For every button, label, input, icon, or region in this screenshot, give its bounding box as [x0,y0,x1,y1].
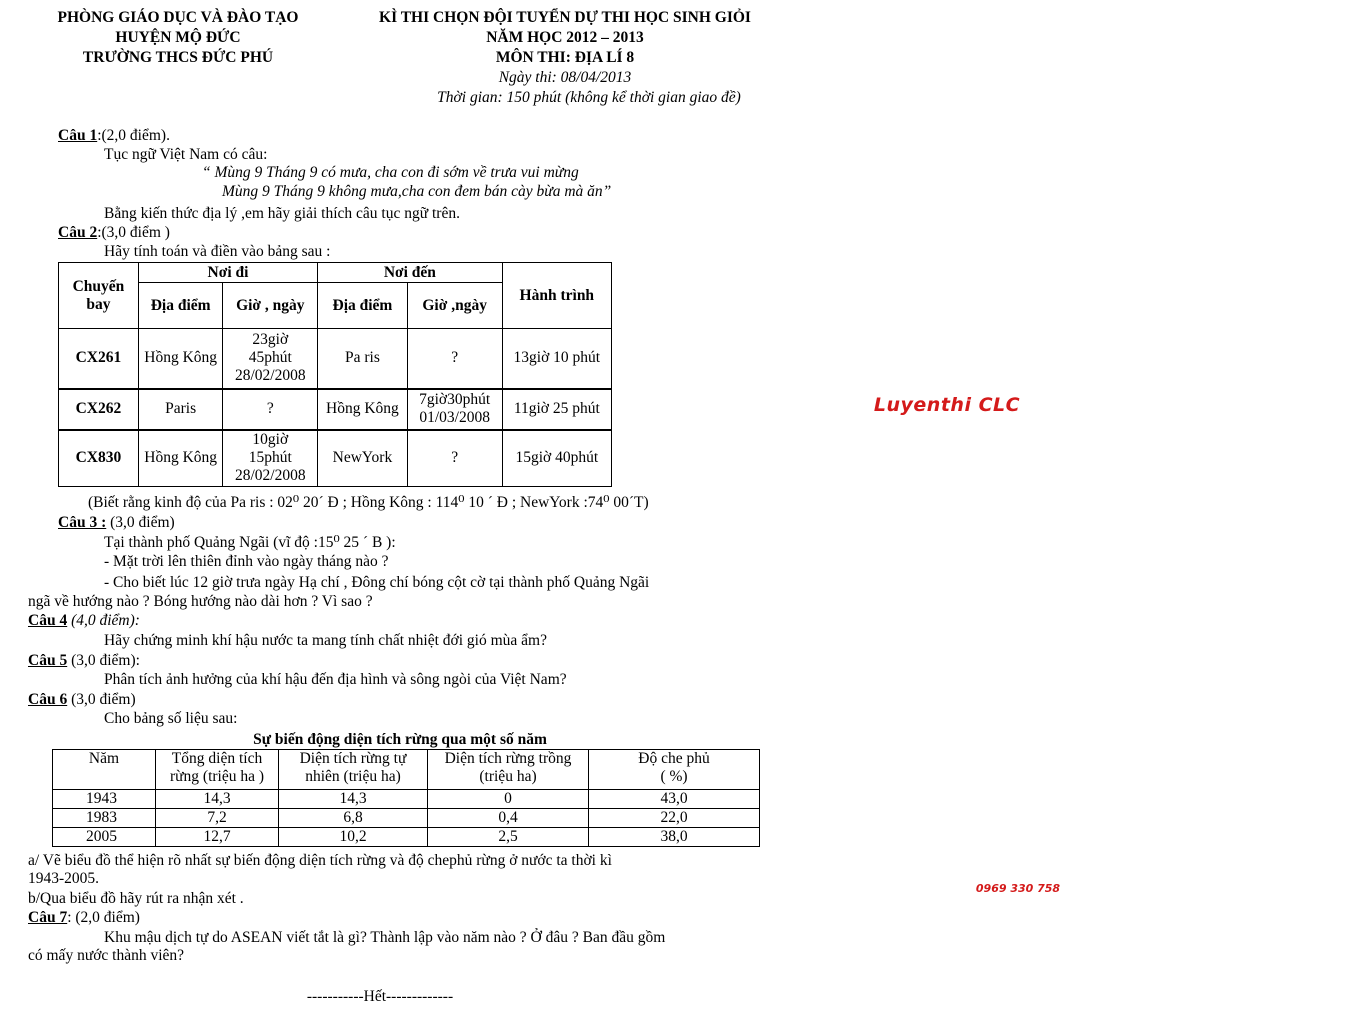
exam-title: KÌ THI CHỌN ĐỘI TUYỂN DỰ THI HỌC SINH GIỎI [379,9,751,26]
logo-name: Luyenthi CLC [873,394,1021,416]
q7-label: Câu 7 [28,909,68,926]
forest-table-title: Sự biến động diện tích rừng qua một số năm [253,731,547,748]
q7-points: : (2,0 điểm) [67,909,140,926]
route-time: 15giờ 40phút [502,430,611,487]
arrive-place: Pa ris [318,329,408,389]
department-line-2: HUYỆN MỘ ĐỨC [115,29,241,46]
department-line-3: TRƯỜNG THCS ĐỨC PHÚ [82,49,274,66]
q4-heading [28,612,140,631]
exam-duration: Thời gian: 150 phút (không kể thời gian giao đề) [437,89,741,106]
forest-table [52,749,760,847]
q6-intro: Cho bảng số liệu sau: [104,710,238,727]
q3-item-1: - Mặt trời lên thiên đỉnh vào ngày tháng nào ? [104,553,389,570]
department-header [28,8,328,68]
subject: MÔN THI: ĐỊA LÍ 8 [495,49,635,66]
table-row [59,329,612,389]
longitude-note: (Biết rằng kinh độ của Pa ris : 02⁰ 20ˊ Đ ; Hồng Kông : 114⁰ 10 ˊ Đ ; NewYork :74⁰ 00ˊT) [88,494,649,511]
q2-points: :(3,0 điểm ) [97,224,170,241]
q2-label: Câu 2 [58,224,98,241]
depart-time: 23giờ 45phút 28/02/2008 [223,329,318,389]
depart-place: Paris [138,389,223,430]
arrive-place: Hồng Kông [318,389,408,430]
q6-task-a2: 1943-2005. [28,870,100,887]
q7-heading [28,909,140,928]
q6-label: Câu 6 [28,691,68,708]
table-row [59,430,612,487]
col-arrive-time: Giờ ,ngày [407,283,502,329]
q6-task-b: b/Qua biểu đồ hãy rút ra nhận xét . [28,890,244,907]
q2-intro: Hãy tính toán và điền vào bảng sau : [104,243,331,260]
q4-points: (4,0 điểm): [67,612,140,629]
q5-label: Câu 5 [28,652,68,669]
q1-proverb-2: Mùng 9 Tháng 9 không mưa,cha con đem bán cày bừa mà ăn” [222,183,612,200]
flight-table [58,262,612,487]
flight-code: CX830 [59,430,139,487]
q7-text-1: Khu mậu dịch tự do ASEAN viết tắt là gì? Thành lập vào năm nào ? Ở đâu ? Ban đầu gồm [104,929,666,946]
q3-heading [58,514,175,533]
department-line-1: PHÒNG GIÁO DỤC VÀ ĐÀO TẠO [57,9,299,26]
flight-code: CX261 [59,329,139,389]
depart-place: Hồng Kông [138,329,223,389]
flight-code: CX262 [59,389,139,430]
q3-points: (3,0 điểm) [106,514,175,531]
col-route: Hành trình [502,263,611,329]
col-arrive-place: Địa điểm [318,283,408,329]
col-coverage: Độ che phủ ( %) [589,750,760,790]
q2-heading [58,224,170,243]
q6-points: (3,0 điểm) [67,691,136,708]
arrive-place: NewYork [318,430,408,487]
col-natural-area: Diện tích rừng tự nhiên (triệu ha) [279,750,428,790]
col-arrive: Nơi đến [318,263,502,283]
table-row [59,389,612,430]
arrive-time: ? [407,430,502,487]
table-row: 1983 7,2 6,8 0,4 22,0 [53,809,760,828]
q5-points: (3,0 điểm): [67,652,140,669]
depart-place: Hồng Kông [138,430,223,487]
arrive-time: 7giờ30phút 01/03/2008 [407,389,502,430]
col-total-area: Tổng diện tích rừng (triệu ha ) [156,750,279,790]
route-time: 13giờ 10 phút [502,329,611,389]
q3-item-2b: ngã về hướng nào ? Bóng hướng nào dài hơn ? Vì sao ? [28,593,373,610]
q3-item-2a: - Cho biết lúc 12 giờ trưa ngày Hạ chí , Đông chí bóng cột cờ tại thành phố Quảng Ngãi [104,574,650,591]
school-year: NĂM HỌC 2012 – 2013 [486,29,644,46]
q1-label: Câu 1 [58,127,98,144]
col-depart-time: Giờ , ngày [223,283,318,329]
table-row: 2005 12,7 10,2 2,5 38,0 [53,828,760,847]
q1-proverb-1: “ Mùng 9 Tháng 9 có mưa, cha con đi sớm về trưa vui mừng [202,164,579,181]
q1-points: :(2,0 điểm). [97,127,170,144]
arrive-time: ? [407,329,502,389]
col-depart-place: Địa điểm [138,283,223,329]
q3-label: Câu 3 : [58,514,107,531]
depart-time: 10giờ 15phút 28/02/2008 [223,430,318,487]
col-planted-area: Diện tích rừng trồng (triệu ha) [428,750,589,790]
table-row: 1943 14,3 14,3 0 43,0 [53,790,760,809]
q1-task: Bằng kiến thức địa lý ,em hãy giải thích câu tục ngữ trên. [104,205,460,222]
col-flight: Chuyến bay [59,263,139,329]
q4-label: Câu 4 [28,612,68,629]
q6-heading [28,691,136,710]
q5-heading [28,652,140,671]
depart-time: ? [223,389,318,430]
q5-text: Phân tích ảnh hưởng của khí hậu đến địa hình và sông ngòi của Việt Nam? [104,671,567,688]
q1-intro: Tục ngữ Việt Nam có câu: [104,146,268,163]
q1-heading [58,127,170,146]
exam-header [335,8,795,108]
col-year: Năm [53,750,156,790]
q6-task-a1: a/ Vẽ biểu đồ thể hiện rõ nhất sự biến động diện tích rừng và độ chephủ rừng ở nước ta thời kì [28,852,612,869]
q7-text-2: có mấy nước thành viên? [28,947,185,964]
q3-intro: Tại thành phố Quảng Ngãi (vĩ độ :15⁰ 25 ˊ B ): [104,534,396,551]
col-depart: Nơi đi [138,263,317,283]
end-marker: -----------Hết------------- [306,988,454,1005]
q4-text: Hãy chứng minh khí hậu nước ta mang tính chất nhiệt đới gió mùa ẩm? [104,632,547,649]
route-time: 11giờ 25 phút [502,389,611,430]
exam-date: Ngày thi: 08/04/2013 [498,69,632,86]
logo-phone: 0969 330 758 [975,882,1061,895]
